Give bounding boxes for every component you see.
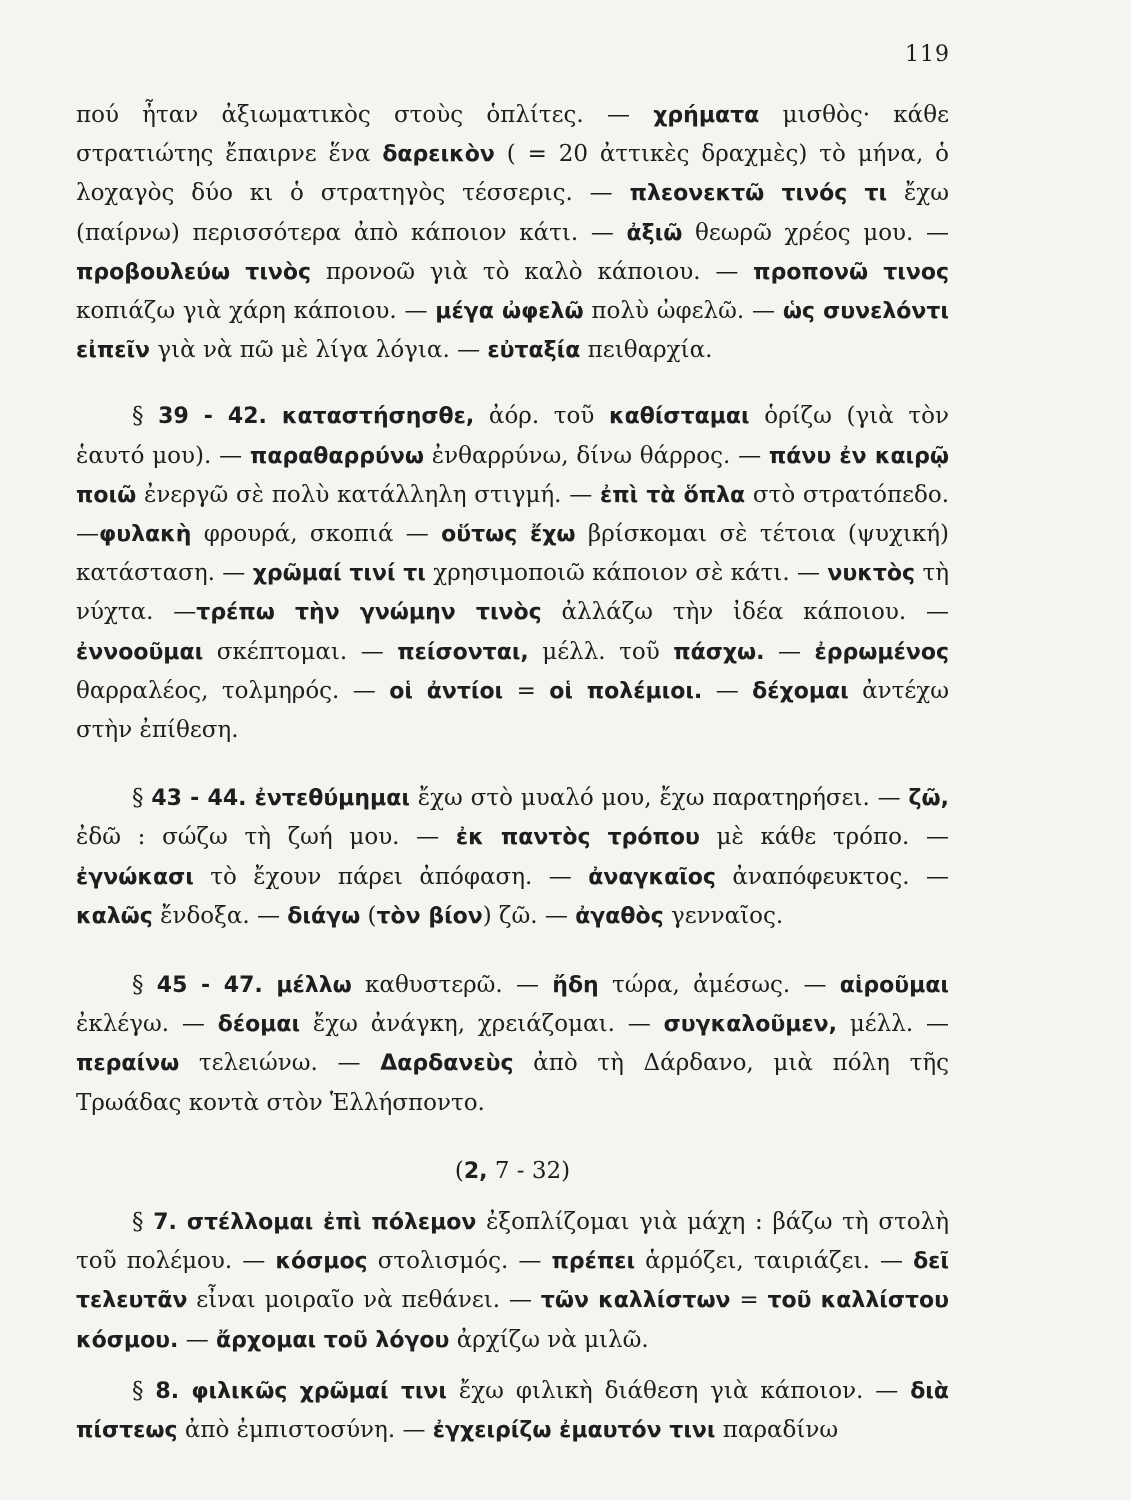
gloss-text: §: [132, 403, 159, 430]
gloss-text: στολισμός. —: [367, 1248, 552, 1275]
gloss-text: πού ἦταν ἀξιωματικὸς στοὺς ὁπλίτες. —: [76, 102, 654, 128]
gloss-text: ( = 20 ἀττικὲς δραχμὲς) τὸ μήνα, ὁ λοχαγὸς δύο κι ὁ στρατηγὸς τέσσερις. —: [76, 141, 949, 207]
headword: ἄρχομαι τοῦ λόγου: [216, 1327, 450, 1353]
headword: 39 - 42. καταστήσησθε,: [158, 404, 475, 430]
headword: διὰ πίστεως: [76, 1378, 949, 1444]
headword: οὕτως ἔχω: [441, 522, 576, 548]
gloss-text: §: [132, 1209, 154, 1236]
gloss-text: ἀντέχω στὴν ἐπίθεση.: [76, 677, 949, 744]
paragraph-8: [76, 1372, 949, 1450]
headword: δέχομαι: [752, 678, 849, 704]
headword: δαρεικὸν: [382, 142, 495, 168]
gloss-text: μέλλ. τοῦ: [528, 638, 674, 665]
gloss-text: =: [503, 677, 550, 704]
gloss-text: χρησιμοποιῶ κάποιον σὲ κάτι. —: [425, 560, 828, 587]
headword: 43 - 44. ἐντεθύμημαι: [151, 786, 410, 812]
gloss-text: μὲ κάθε τρόπο. —: [699, 824, 949, 851]
gloss-text: —: [702, 677, 753, 704]
headword: τοῦ καλλίστου κόσμου.: [76, 1288, 949, 1353]
gloss-text: στὸ στρατόπεδο.—: [76, 481, 950, 548]
headword: ἐγχειρίζω ἐμαυτόν τινι: [432, 1418, 716, 1444]
gloss-text: ὁρίζω (γιὰ τὸν ἑαυτό μου). —: [76, 403, 949, 469]
headword: χρήματα: [653, 103, 760, 128]
headword: ἀξιῶ: [626, 220, 683, 246]
gloss-text: τὴ νύχτα. —: [76, 560, 949, 626]
gloss-text: ἐνθαρρύνω, δίνω θάρρος. —: [424, 442, 769, 469]
gloss-text: σκέπτομαι. —: [203, 638, 398, 665]
headword: ἤδη: [552, 973, 599, 999]
gloss-text: μισθὸς· κάθε στρατιώτης ἔπαιρνε ἕνα: [76, 102, 949, 168]
gloss-text: —: [178, 1326, 217, 1353]
headword: ὡς συνελόντι εἰπεῖν: [76, 299, 949, 364]
headword: 8. φιλικῶς χρῶμαί τινι: [155, 1378, 447, 1404]
gloss-text: ) ζῶ. —: [482, 902, 576, 929]
section-heading-bold: 2,: [463, 1158, 488, 1184]
paragraph-1: [76, 96, 949, 370]
headword: δέομαι: [217, 1012, 301, 1038]
gloss-text: πειθαρχία.: [580, 337, 713, 364]
gloss-text: θαρραλέος, τολμηρός. —: [76, 677, 390, 704]
gloss-text: μέλλ. —: [836, 1011, 949, 1038]
gloss-text: ἔνδοξα. —: [152, 902, 288, 929]
headword: πάσχω.: [673, 639, 765, 665]
gloss-text: ἔχω ἀνάγκη, χρειάζομαι. —: [300, 1011, 664, 1038]
paragraph-7: [76, 1203, 949, 1360]
headword: ἐκ παντὸς τρόπου: [455, 825, 700, 851]
headword: ἐπὶ τὰ ὅπλα: [600, 482, 746, 508]
paragraph-39-42: [76, 397, 949, 749]
gloss-text: ἐξοπλίζομαι γιὰ μάχη : βάζω τὴ στολὴ τοῦ πολέμου. —: [76, 1209, 950, 1275]
headword: φυλακὴ: [99, 522, 192, 548]
gloss-text: (: [360, 902, 377, 929]
gloss-text: ἔχω στὸ μυαλό μου, ἔχω παρατηρήσει. —: [409, 785, 909, 812]
gloss-text: —: [764, 638, 815, 665]
gloss-text: ἀπὸ ἐμπιστοσύνη. —: [177, 1417, 433, 1444]
gloss-text: ἁρμόζει, ταιριάζει. —: [635, 1248, 914, 1275]
gloss-text: ἐνεργῶ σὲ πολὺ κατάλληλη στιγμή. —: [136, 481, 600, 508]
gloss-text: εἶναι μοιραῖο νὰ πεθάνει. —: [187, 1287, 541, 1314]
gloss-text: θεωρῶ χρέος μου. —: [682, 219, 950, 246]
headword: τὸν βίον: [376, 903, 483, 929]
headword: νυκτὸς: [827, 561, 916, 587]
headword: κόσμος: [275, 1249, 368, 1275]
headword: πείσονται,: [397, 639, 529, 665]
gloss-text: §: [132, 972, 157, 999]
headword: οἱ ἀντίοι: [389, 678, 504, 704]
headword: ἐννοοῦμαι: [76, 639, 204, 665]
section-heading-open: (: [454, 1157, 464, 1184]
headword: προπονῶ τινος: [753, 259, 949, 285]
section-heading-rest: 7 - 32): [487, 1157, 571, 1184]
headword: συγκαλοῦμεν,: [663, 1012, 837, 1038]
headword: 45 - 47. μέλλω: [156, 973, 352, 999]
headword: αἱροῦμαι: [839, 973, 949, 999]
headword: πρέπει: [551, 1249, 636, 1275]
headword: περαίνω: [76, 1051, 180, 1077]
gloss-text: γενναῖος.: [663, 902, 784, 929]
headword: ζῶ,: [908, 786, 949, 812]
headword: πάνυ ἐν καιρῷ ποιῶ: [76, 443, 949, 508]
gloss-text: ἀλλάζω τὴν ἰδέα κάποιου. —: [541, 599, 949, 626]
headword: ἀγαθὸς: [575, 903, 664, 929]
headword: προβουλεύω τινὸς: [76, 259, 312, 285]
gloss-text: ἀόρ. τοῦ: [474, 403, 609, 430]
gloss-text: ἐκλέγω. —: [76, 1011, 218, 1038]
gloss-text: §: [132, 1377, 156, 1404]
text-body: [76, 96, 949, 1450]
paragraph-45-47: [76, 966, 949, 1122]
headword: Δαρδανεὺς: [380, 1051, 514, 1077]
gloss-text: ἀναπόφευκτος. —: [715, 863, 949, 890]
gloss-text: βρίσκομαι σὲ τέτοια (ψυχική) κατάσταση. —: [76, 521, 950, 587]
gloss-text: τώρα, ἀμέσως. —: [598, 972, 840, 999]
headword: πλεονεκτῶ τινός τι: [629, 181, 888, 207]
gloss-text: προνοῶ γιὰ τὸ καλὸ κάποιου. —: [311, 258, 754, 285]
gloss-text: ἀπὸ τὴ Δάρδανο, μιὰ πόλη τῆς Τρωάδας κοντὰ στὸν Ἑλλήσποντο.: [76, 1050, 949, 1116]
headword: εὐταξία: [487, 338, 581, 364]
gloss-text: φρουρά, σκοπιά —: [191, 521, 442, 548]
headword: παραθαρρύνω: [249, 443, 424, 469]
gloss-text: τελειώνω. —: [179, 1050, 381, 1077]
headword: διάγω: [287, 903, 361, 929]
headword: χρῶμαί τινί τι: [252, 561, 426, 587]
headword: δεῖ τελευτᾶν: [76, 1249, 949, 1314]
headword: τρέπω τὴν γνώμην τινὸς: [196, 600, 542, 626]
gloss-text: παραδίνω: [715, 1417, 839, 1444]
gloss-text: =: [730, 1287, 768, 1314]
gloss-text: πολὺ ὠφελῶ. —: [583, 298, 783, 325]
gloss-text: ἐδῶ : σώζω τὴ ζωή μου. —: [76, 824, 456, 851]
gloss-text: ἔχω φιλικὴ διάθεση γιὰ κάποιον. —: [447, 1377, 911, 1404]
headword: 7. στέλλομαι ἐπὶ πόλεμον: [153, 1210, 477, 1236]
section-heading: [76, 1152, 949, 1191]
headword: οἱ πολέμιοι.: [549, 678, 703, 704]
gloss-text: §: [132, 785, 152, 812]
headword: τῶν καλλίστων: [540, 1288, 731, 1314]
page-number: 119: [905, 42, 950, 67]
headword: καλῶς: [76, 903, 153, 929]
gloss-text: ἀρχίζω νὰ μιλῶ.: [449, 1326, 649, 1353]
headword: καθίσταμαι: [609, 404, 750, 430]
headword: ἐρρωμένος: [814, 639, 949, 665]
headword: ἐγνώκασι: [76, 864, 194, 890]
paragraph-43-44: [76, 779, 949, 936]
headword: ἀναγκαῖος: [588, 864, 716, 890]
gloss-text: τὸ ἔχουν πάρει ἀπόφαση. —: [193, 863, 589, 890]
headword: μέγα ὠφελῶ: [435, 299, 584, 325]
gloss-text: ἔχω (παίρνω) περισσότερα ἀπὸ κάποιον κάτι. —: [76, 180, 950, 246]
gloss-text: γιὰ νὰ πῶ μὲ λίγα λόγια. —: [150, 337, 488, 364]
gloss-text: κοπιάζω γιὰ χάρη κάποιου. —: [76, 298, 436, 325]
gloss-text: καθυστερῶ. —: [351, 972, 553, 999]
